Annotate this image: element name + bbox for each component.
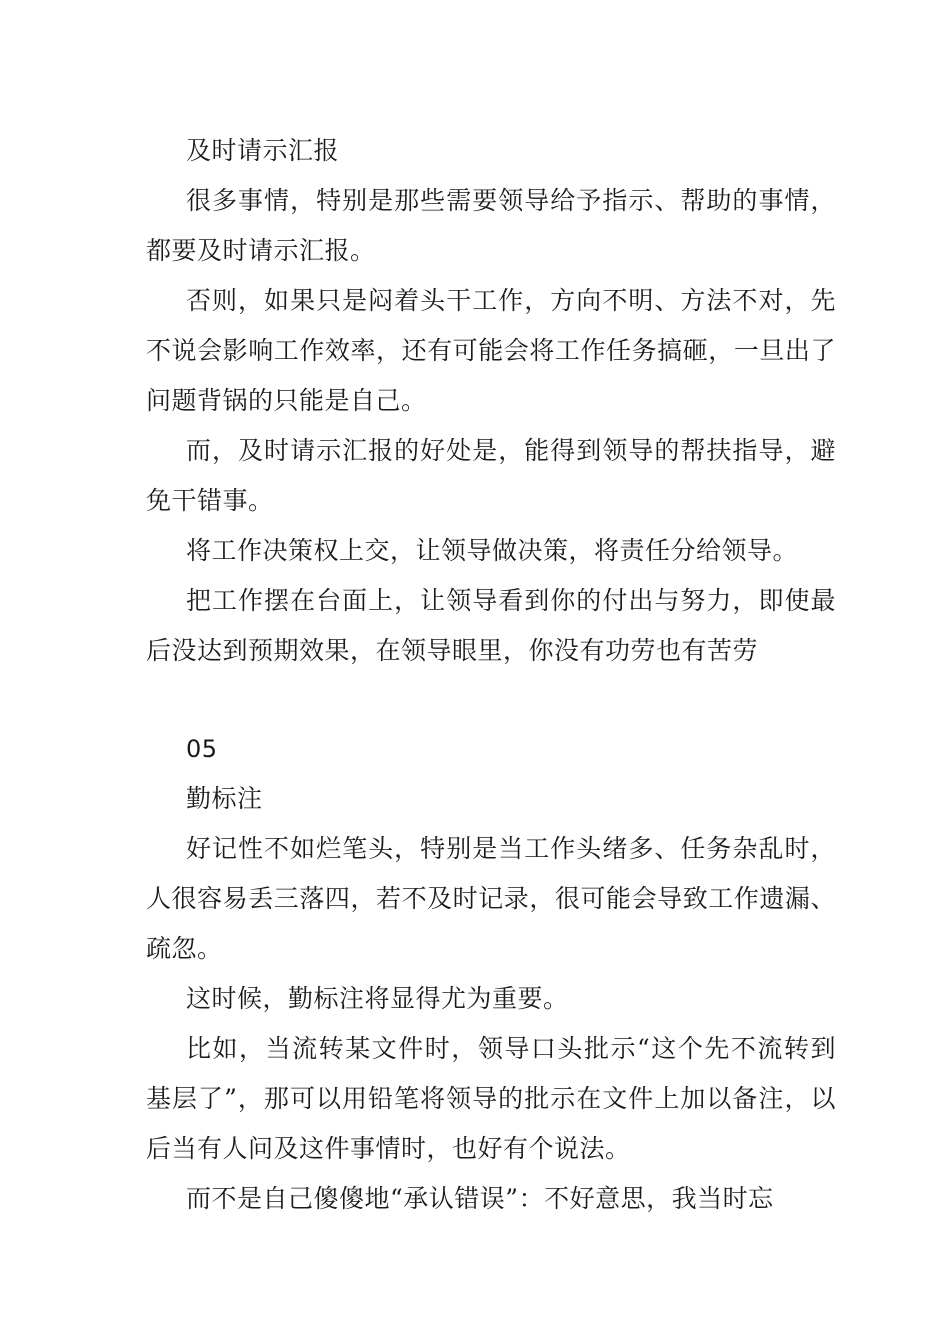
paragraph: 很多事情，特别是那些需要领导给予指示、帮助的事情，都要及时请示汇报。: [146, 186, 836, 265]
paragraph: 把工作摆在台面上，让领导看到你的付出与努力，即使最后没达到预期效果，在领导眼里，你没有功劳也有苦劳: [146, 586, 836, 665]
paragraph: 比如，当流转某文件时，领导口头批示“这个先不流转到基层了”，那可以用铅笔将领导的批示在文件上加以备注，以后当有人问及这件事情时，也好有个说法。: [146, 1034, 836, 1163]
paragraph: 好记性不如烂笔头，特别是当工作头绪多、任务杂乱时，人很容易丢三落四，若不及时记录，很可能会导致工作遗漏、疏忽。: [146, 834, 836, 963]
subheading: 及时请示汇报: [186, 136, 340, 165]
paragraph: 将工作决策权上交，让领导做决策，将责任分给领导。: [186, 536, 799, 565]
section-heading: 勤标注: [186, 784, 263, 813]
paragraph: 而，及时请示汇报的好处是，能得到领导的帮扶指导，避免干错事。: [146, 436, 836, 515]
paragraph: 这时候，勤标注将显得尤为重要。: [186, 984, 569, 1013]
document-body: [146, 126, 836, 1224]
paragraph: 而不是自己傻傻地“承认错误”：不好意思，我当时忘: [186, 1184, 774, 1213]
paragraph: 否则，如果只是闷着头干工作，方向不明、方法不对，先不说会影响工作效率，还有可能会将工作任务搞砸，一旦出了问题背锅的只能是自己。: [146, 286, 836, 415]
section-number: 05: [186, 735, 218, 763]
